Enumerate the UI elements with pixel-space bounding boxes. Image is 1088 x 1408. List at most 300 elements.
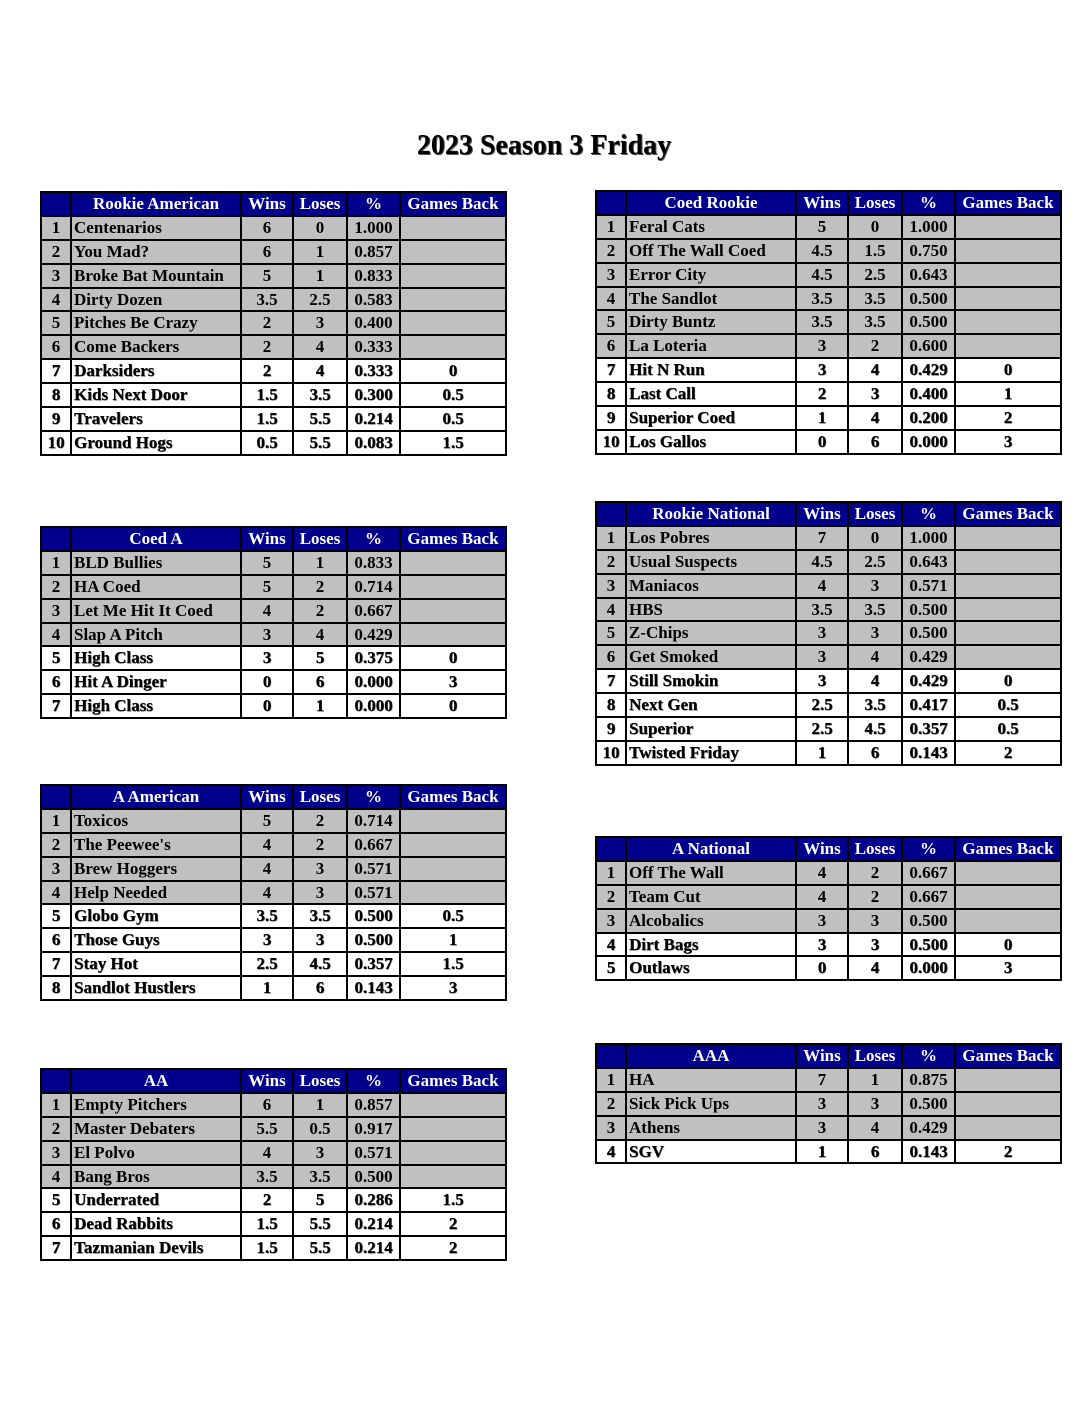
games-back-cell — [400, 1165, 506, 1189]
loses-cell: 4 — [848, 956, 902, 980]
rank-header — [41, 192, 71, 216]
loses-cell: 3 — [293, 881, 347, 905]
table-row — [596, 287, 1061, 311]
team-name: Slap A Pitch — [71, 623, 241, 647]
pct-cell: 0.400 — [347, 311, 400, 335]
loses-cell: 6 — [293, 976, 347, 1000]
loses-cell: 2 — [293, 575, 347, 599]
loses-header: Loses — [293, 785, 347, 809]
wins-cell: 4 — [241, 1141, 293, 1165]
rank-header — [596, 502, 626, 526]
rank-cell: 8 — [41, 383, 71, 407]
table-row — [596, 933, 1061, 957]
games-back-cell — [955, 861, 1061, 885]
pct-cell: 0.571 — [347, 1141, 400, 1165]
table-row — [41, 809, 506, 833]
header-row — [41, 192, 506, 216]
pct-header: % — [347, 192, 400, 216]
team-name: Athens — [626, 1116, 796, 1140]
loses-cell: 1 — [293, 551, 347, 575]
rank-cell: 4 — [41, 288, 71, 312]
rank-cell: 1 — [596, 526, 626, 550]
rank-cell: 4 — [41, 1165, 71, 1189]
loses-cell: 4 — [293, 623, 347, 647]
table-row — [596, 382, 1061, 406]
team-name: Empty Pitchers — [71, 1093, 241, 1117]
team-name: Dead Rabbits — [71, 1212, 241, 1236]
table-row — [596, 406, 1061, 430]
team-name: Twisted Friday — [626, 741, 796, 765]
rank-cell: 10 — [41, 431, 71, 455]
table-row — [596, 1140, 1061, 1164]
loses-header: Loses — [848, 191, 902, 215]
rank-header — [41, 1069, 71, 1093]
rank-cell: 4 — [596, 933, 626, 957]
pct-cell: 0.429 — [902, 645, 955, 669]
standings-table-aa — [40, 1068, 507, 1261]
wins-cell: 7 — [796, 526, 848, 550]
loses-cell: 3 — [848, 1092, 902, 1116]
pct-cell: 0.375 — [347, 646, 400, 670]
standings-table-coed-rookie — [595, 190, 1062, 455]
rank-cell: 6 — [41, 1212, 71, 1236]
table-row — [41, 1117, 506, 1141]
loses-cell: 4 — [848, 645, 902, 669]
team-name: Error City — [626, 263, 796, 287]
games-back-cell — [955, 239, 1061, 263]
pct-cell: 0.286 — [347, 1188, 400, 1212]
pct-cell: 0.500 — [902, 310, 955, 334]
loses-cell: 1 — [293, 1093, 347, 1117]
loses-cell: 5 — [293, 1188, 347, 1212]
pct-cell: 0.429 — [902, 669, 955, 693]
wins-cell: 4 — [241, 599, 293, 623]
games-back-cell: 2 — [400, 1212, 506, 1236]
pct-cell: 0.500 — [902, 598, 955, 622]
loses-cell: 0 — [848, 526, 902, 550]
header-row — [596, 191, 1061, 215]
wins-header: Wins — [241, 527, 293, 551]
wins-cell: 4 — [241, 857, 293, 881]
wins-cell: 0.5 — [241, 431, 293, 455]
wins-cell: 4.5 — [796, 550, 848, 574]
loses-cell: 5 — [293, 646, 347, 670]
division-name: AA — [71, 1069, 241, 1093]
wins-cell: 6 — [241, 1093, 293, 1117]
games-back-cell — [400, 857, 506, 881]
team-name: Dirty Buntz — [626, 310, 796, 334]
team-name: Last Call — [626, 382, 796, 406]
loses-cell: 1 — [293, 694, 347, 718]
pct-cell: 0.214 — [347, 407, 400, 431]
loses-cell: 2 — [293, 809, 347, 833]
wins-cell: 3 — [796, 669, 848, 693]
games-back-cell — [955, 215, 1061, 239]
team-name: Next Gen — [626, 693, 796, 717]
loses-cell: 1.5 — [848, 239, 902, 263]
games-back-cell — [400, 216, 506, 240]
team-name: El Polvo — [71, 1141, 241, 1165]
wins-header: Wins — [796, 837, 848, 861]
team-name: Those Guys — [71, 928, 241, 952]
rank-cell: 3 — [596, 263, 626, 287]
wins-cell: 3.5 — [241, 904, 293, 928]
pct-cell: 0.500 — [902, 909, 955, 933]
rank-cell: 8 — [596, 382, 626, 406]
wins-header: Wins — [796, 1044, 848, 1068]
pct-cell: 0.714 — [347, 575, 400, 599]
pct-cell: 0.000 — [902, 956, 955, 980]
team-name: Travelers — [71, 407, 241, 431]
table-row — [41, 311, 506, 335]
table-row — [596, 430, 1061, 454]
team-name: Sandlot Hustlers — [71, 976, 241, 1000]
rank-cell: 3 — [596, 574, 626, 598]
wins-cell: 3 — [241, 646, 293, 670]
team-name: Outlaws — [626, 956, 796, 980]
pct-cell: 0.500 — [347, 928, 400, 952]
wins-cell: 1 — [796, 406, 848, 430]
games-back-cell — [400, 599, 506, 623]
loses-cell: 4 — [848, 669, 902, 693]
games-back-cell — [955, 574, 1061, 598]
rank-cell: 7 — [41, 694, 71, 718]
games-back-header: Games Back — [955, 502, 1061, 526]
rank-cell: 3 — [41, 1141, 71, 1165]
rank-cell: 1 — [596, 215, 626, 239]
wins-cell: 3 — [796, 334, 848, 358]
loses-cell: 4 — [848, 406, 902, 430]
loses-cell: 0 — [293, 216, 347, 240]
games-back-cell — [955, 263, 1061, 287]
games-back-cell — [955, 334, 1061, 358]
table-row — [41, 335, 506, 359]
team-name: The Sandlot — [626, 287, 796, 311]
table-row — [41, 359, 506, 383]
games-back-header: Games Back — [400, 1069, 506, 1093]
table-row — [41, 623, 506, 647]
rank-cell: 2 — [596, 550, 626, 574]
team-name: HBS — [626, 598, 796, 622]
games-back-cell: 0 — [400, 646, 506, 670]
rank-cell: 8 — [41, 976, 71, 1000]
loses-cell: 4 — [293, 359, 347, 383]
loses-cell: 3.5 — [293, 904, 347, 928]
loses-cell: 5.5 — [293, 407, 347, 431]
games-back-cell — [955, 1116, 1061, 1140]
division-name: AAA — [626, 1044, 796, 1068]
games-back-header: Games Back — [400, 527, 506, 551]
loses-cell: 4 — [848, 358, 902, 382]
wins-header: Wins — [796, 191, 848, 215]
rank-cell: 5 — [596, 621, 626, 645]
pct-cell: 0.714 — [347, 809, 400, 833]
rank-cell: 3 — [596, 1116, 626, 1140]
wins-cell: 3 — [796, 358, 848, 382]
table-row — [41, 904, 506, 928]
wins-header: Wins — [796, 502, 848, 526]
division-name: Rookie American — [71, 192, 241, 216]
games-back-cell: 0 — [955, 358, 1061, 382]
page-title: 2023 Season 3 Friday — [416, 130, 672, 161]
header-row — [41, 527, 506, 551]
table-row — [596, 239, 1061, 263]
pct-cell: 0.667 — [902, 885, 955, 909]
loses-cell: 2.5 — [848, 263, 902, 287]
loses-cell: 5.5 — [293, 1212, 347, 1236]
games-back-header: Games Back — [955, 1044, 1061, 1068]
games-back-cell: 1.5 — [400, 431, 506, 455]
table-row — [41, 551, 506, 575]
division-name: A National — [626, 837, 796, 861]
pct-cell: 0.429 — [902, 358, 955, 382]
team-name: Still Smokin — [626, 669, 796, 693]
loses-cell: 3 — [848, 382, 902, 406]
table-row — [41, 216, 506, 240]
table-row — [596, 621, 1061, 645]
loses-cell: 3.5 — [848, 598, 902, 622]
team-name: Alcobalics — [626, 909, 796, 933]
rank-cell: 1 — [41, 809, 71, 833]
loses-cell: 2 — [293, 599, 347, 623]
games-back-cell — [400, 833, 506, 857]
loses-cell: 4 — [293, 335, 347, 359]
team-name: Toxicos — [71, 809, 241, 833]
wins-cell: 0 — [241, 694, 293, 718]
games-back-cell: 3 — [955, 956, 1061, 980]
table-row — [41, 670, 506, 694]
table-row — [596, 669, 1061, 693]
pct-cell: 0.417 — [902, 693, 955, 717]
table-row — [41, 1093, 506, 1117]
pct-cell: 0.500 — [902, 287, 955, 311]
rank-cell: 7 — [41, 952, 71, 976]
games-back-cell: 2 — [955, 406, 1061, 430]
rank-cell: 5 — [41, 646, 71, 670]
pct-cell: 0.600 — [902, 334, 955, 358]
table-row — [596, 358, 1061, 382]
games-back-cell — [400, 311, 506, 335]
pct-cell: 0.000 — [347, 670, 400, 694]
games-back-cell — [955, 310, 1061, 334]
wins-cell: 3.5 — [241, 288, 293, 312]
team-name: Off The Wall Coed — [626, 239, 796, 263]
wins-cell: 3 — [796, 645, 848, 669]
wins-cell: 5 — [241, 809, 293, 833]
rank-cell: 1 — [41, 1093, 71, 1117]
games-back-cell — [955, 645, 1061, 669]
rank-cell: 6 — [596, 645, 626, 669]
wins-cell: 2 — [796, 382, 848, 406]
table-row — [596, 1116, 1061, 1140]
wins-cell: 3.5 — [796, 598, 848, 622]
games-back-cell — [400, 881, 506, 905]
wins-cell: 2 — [241, 1188, 293, 1212]
games-back-cell: 2 — [400, 1236, 506, 1260]
team-name: BLD Bullies — [71, 551, 241, 575]
pct-cell: 0.571 — [347, 881, 400, 905]
table-row — [41, 431, 506, 455]
rank-cell: 4 — [596, 287, 626, 311]
pct-cell: 0.833 — [347, 264, 400, 288]
loses-cell: 3 — [293, 857, 347, 881]
table-row — [41, 407, 506, 431]
table-row — [41, 288, 506, 312]
loses-cell: 2 — [293, 833, 347, 857]
wins-cell: 3.5 — [241, 1165, 293, 1189]
rank-cell: 3 — [41, 264, 71, 288]
team-name: Off The Wall — [626, 861, 796, 885]
games-back-cell: 0 — [955, 933, 1061, 957]
pct-cell: 0.357 — [347, 952, 400, 976]
standings-table-a-american — [40, 784, 507, 1001]
rank-cell: 5 — [596, 956, 626, 980]
wins-cell: 3 — [796, 1116, 848, 1140]
table-row — [596, 1068, 1061, 1092]
games-back-header: Games Back — [400, 785, 506, 809]
loses-cell: 3 — [848, 621, 902, 645]
loses-cell: 3.5 — [293, 1165, 347, 1189]
pct-cell: 0.643 — [902, 263, 955, 287]
rank-header — [41, 785, 71, 809]
pct-cell: 0.875 — [902, 1068, 955, 1092]
pct-header: % — [902, 502, 955, 526]
pct-cell: 0.143 — [902, 1140, 955, 1164]
pct-header: % — [347, 527, 400, 551]
pct-cell: 0.667 — [902, 861, 955, 885]
games-back-cell — [955, 885, 1061, 909]
standings-table-rookie-national — [595, 501, 1062, 766]
games-back-cell — [955, 621, 1061, 645]
rank-cell: 3 — [41, 857, 71, 881]
rank-cell: 2 — [596, 239, 626, 263]
wins-cell: 3 — [241, 623, 293, 647]
table-row — [41, 240, 506, 264]
pct-cell: 0.571 — [902, 574, 955, 598]
wins-cell: 2.5 — [796, 717, 848, 741]
pct-cell: 0.857 — [347, 240, 400, 264]
table-row — [596, 956, 1061, 980]
rank-cell: 9 — [41, 407, 71, 431]
pct-cell: 0.333 — [347, 359, 400, 383]
team-name: Usual Suspects — [626, 550, 796, 574]
loses-cell: 3 — [848, 933, 902, 957]
games-back-cell — [400, 575, 506, 599]
games-back-cell — [400, 240, 506, 264]
games-back-cell: 1.5 — [400, 952, 506, 976]
wins-cell: 1.5 — [241, 1212, 293, 1236]
team-name: High Class — [71, 646, 241, 670]
table-row — [596, 334, 1061, 358]
table-row — [41, 952, 506, 976]
division-name: Coed Rookie — [626, 191, 796, 215]
table-row — [596, 263, 1061, 287]
pct-cell: 0.500 — [902, 1092, 955, 1116]
games-back-header: Games Back — [400, 192, 506, 216]
games-back-cell — [400, 1117, 506, 1141]
header-row — [596, 502, 1061, 526]
rank-cell: 1 — [596, 861, 626, 885]
team-name: High Class — [71, 694, 241, 718]
wins-cell: 2 — [241, 359, 293, 383]
loses-cell: 3 — [293, 1141, 347, 1165]
rank-cell: 2 — [41, 240, 71, 264]
loses-cell: 4.5 — [848, 717, 902, 741]
rank-cell: 6 — [41, 335, 71, 359]
rank-cell: 2 — [596, 885, 626, 909]
loses-header: Loses — [293, 527, 347, 551]
pct-cell: 0.357 — [902, 717, 955, 741]
rank-header — [596, 837, 626, 861]
header-row — [41, 1069, 506, 1093]
wins-cell: 0 — [796, 430, 848, 454]
loses-cell: 4 — [848, 1116, 902, 1140]
loses-cell: 5.5 — [293, 431, 347, 455]
wins-cell: 5 — [241, 264, 293, 288]
games-back-cell: 0.5 — [955, 693, 1061, 717]
team-name: Darksiders — [71, 359, 241, 383]
games-back-cell — [400, 1093, 506, 1117]
pct-cell: 0.000 — [902, 430, 955, 454]
rank-cell: 1 — [41, 551, 71, 575]
team-name: Centenarios — [71, 216, 241, 240]
pct-cell: 1.000 — [347, 216, 400, 240]
wins-header: Wins — [241, 1069, 293, 1093]
table-row — [596, 574, 1061, 598]
pct-cell: 0.083 — [347, 431, 400, 455]
table-row — [41, 1165, 506, 1189]
wins-cell: 1.5 — [241, 407, 293, 431]
wins-cell: 4 — [796, 885, 848, 909]
loses-cell: 0 — [848, 215, 902, 239]
wins-cell: 4 — [241, 833, 293, 857]
rank-cell: 5 — [596, 310, 626, 334]
loses-cell: 2 — [848, 885, 902, 909]
games-back-cell: 0.5 — [400, 407, 506, 431]
loses-cell: 3.5 — [848, 693, 902, 717]
table-row — [596, 215, 1061, 239]
loses-cell: 2.5 — [848, 550, 902, 574]
team-name: Pitches Be Crazy — [71, 311, 241, 335]
wins-cell: 4.5 — [796, 239, 848, 263]
games-back-cell: 2 — [955, 741, 1061, 765]
games-back-cell: 0.5 — [955, 717, 1061, 741]
pct-cell: 0.214 — [347, 1212, 400, 1236]
table-row — [41, 1141, 506, 1165]
loses-cell: 3.5 — [848, 287, 902, 311]
pct-cell: 0.400 — [902, 382, 955, 406]
rank-header — [596, 1044, 626, 1068]
pct-cell: 0.643 — [902, 550, 955, 574]
games-back-cell — [955, 550, 1061, 574]
games-back-cell — [400, 288, 506, 312]
pct-cell: 0.500 — [347, 904, 400, 928]
header-row — [41, 785, 506, 809]
wins-cell: 2 — [241, 311, 293, 335]
team-name: Hit N Run — [626, 358, 796, 382]
team-name: HA Coed — [71, 575, 241, 599]
table-row — [596, 909, 1061, 933]
standings-table-aaa — [595, 1043, 1062, 1164]
table-row — [41, 1212, 506, 1236]
table-row — [41, 575, 506, 599]
table-row — [41, 599, 506, 623]
table-row — [41, 383, 506, 407]
rank-cell: 2 — [41, 833, 71, 857]
rank-cell: 3 — [41, 599, 71, 623]
pct-cell: 0.750 — [902, 239, 955, 263]
pct-cell: 0.571 — [347, 857, 400, 881]
